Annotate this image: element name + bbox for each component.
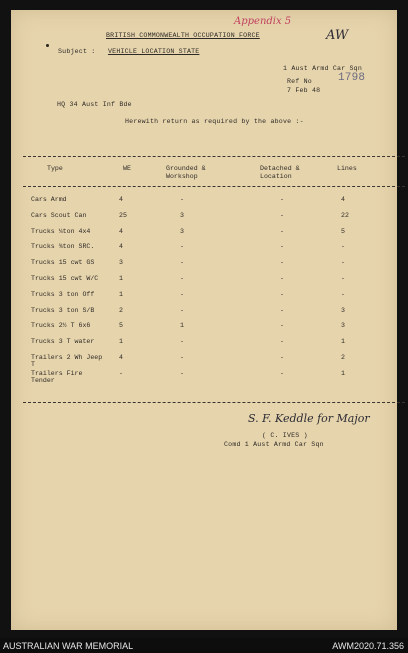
table-cell-r3-c3: - xyxy=(280,243,284,251)
table-cell-r4-c0: Trucks 15 cwt GS xyxy=(31,259,95,267)
table-cell-r8-c3: - xyxy=(280,322,284,330)
table-cell-r7-c4: 3 xyxy=(341,306,345,314)
ref-number: 1798 xyxy=(338,72,366,84)
table-cell-r2-c0: Trucks ¼ton 4x4 xyxy=(31,227,91,235)
table-cell-r10-c4: 2 xyxy=(341,354,345,361)
subject-label: Subject : xyxy=(58,48,96,55)
table-cell-r11-c3: - xyxy=(280,369,284,377)
table-cell-r10-c1: 4 xyxy=(119,354,123,361)
table-header-rule xyxy=(23,186,405,187)
table-cell-r5-c1: 1 xyxy=(119,275,123,282)
table-cell-r11-c1: - xyxy=(119,369,123,377)
table-cell-r11-c4: 1 xyxy=(341,369,345,377)
table-cell-r9-c3: - xyxy=(280,338,284,346)
document-page xyxy=(11,10,397,630)
table-cell-r1-c3: - xyxy=(280,211,284,219)
table-cell-r8-c0: Trucks 2½ T 6x6 xyxy=(31,322,91,330)
table-cell-r2-c4: 5 xyxy=(341,227,345,235)
table-cell-r3-c2: - xyxy=(180,243,184,251)
table-cell-r4-c3: - xyxy=(280,259,284,267)
table-cell-r5-c0: Trucks 15 cwt W/C xyxy=(31,275,99,282)
table-cell-r7-c3: - xyxy=(280,306,284,314)
table-cell-r10-c0: Trailers 2 Wh Jeep T xyxy=(31,354,103,368)
header-detached: Detached & Location xyxy=(260,165,300,180)
table-cell-r7-c0: Trucks 3 ton S/B xyxy=(31,306,95,314)
table-cell-r9-c4: 1 xyxy=(341,338,345,346)
table-cell-r4-c2: - xyxy=(180,259,184,267)
ref-label: Ref No xyxy=(287,78,312,85)
signatory-appointment: Comd 1 Aust Armd Car Sqn xyxy=(224,441,324,448)
initials-signature: AW xyxy=(326,28,349,43)
intro-line: Herewith return as required by the above :- xyxy=(125,118,304,125)
table-cell-r11-c0: Trailers Fire Tender xyxy=(31,369,83,384)
table-cell-r5-c2: - xyxy=(180,275,184,282)
table-cell-r2-c2: 3 xyxy=(180,227,184,235)
table-cell-r1-c1: 25 xyxy=(119,211,127,219)
header-we: WE xyxy=(123,165,131,172)
table-cell-r11-c2: - xyxy=(180,369,184,377)
addressee: HQ 34 Aust Inf Bde xyxy=(57,101,132,108)
document-date: 7 Feb 48 xyxy=(287,87,321,94)
table-cell-r6-c2: - xyxy=(180,290,184,298)
table-cell-r8-c2: 1 xyxy=(180,322,184,330)
table-cell-r5-c4: - xyxy=(341,275,345,282)
table-cell-r8-c4: 3 xyxy=(341,322,345,330)
signatory-name: ( C. IVES ) xyxy=(262,432,308,439)
letterhead: BRITISH COMMONWEALTH OCCUPATION FORCE xyxy=(106,32,260,39)
table-cell-r7-c2: - xyxy=(180,306,184,314)
subject-text: VEHICLE LOCATION STATE xyxy=(108,48,200,55)
table-cell-r1-c4: 22 xyxy=(341,211,349,219)
table-cell-r6-c3: - xyxy=(280,290,284,298)
header-grounded: Grounded & Workshop xyxy=(166,165,206,180)
handwritten-signature: S. F. Keddle for Major xyxy=(248,412,370,425)
table-bottom-rule xyxy=(23,402,405,403)
table-cell-r9-c0: Trucks 3 T water xyxy=(31,338,95,346)
table-cell-r6-c0: Trucks 3 ton Off xyxy=(31,290,95,298)
table-cell-r0-c2: - xyxy=(180,196,184,203)
table-cell-r6-c4: - xyxy=(341,290,345,298)
header-lines: Lines xyxy=(337,165,357,172)
footer-accession: AWM2020.71.356 xyxy=(332,641,404,651)
table-cell-r4-c1: 3 xyxy=(119,259,123,267)
table-cell-r2-c1: 4 xyxy=(119,227,123,235)
footer-institution: AUSTRALIAN WAR MEMORIAL xyxy=(3,641,134,651)
table-cell-r0-c3: - xyxy=(280,196,284,203)
table-cell-r1-c0: Cars Scout Can xyxy=(31,211,87,219)
table-cell-r4-c4: - xyxy=(341,259,345,267)
table-cell-r8-c1: 5 xyxy=(119,322,123,330)
table-cell-r7-c1: 2 xyxy=(119,306,123,314)
table-cell-r3-c0: Trucks ¾ton SRC. xyxy=(31,243,95,251)
table-cell-r10-c3: - xyxy=(280,354,284,361)
table-cell-r0-c1: 4 xyxy=(119,196,123,203)
table-cell-r0-c0: Cars Armd xyxy=(31,196,67,203)
from-unit: 1 Aust Armd Car Sqn xyxy=(283,65,362,72)
table-top-rule xyxy=(23,156,405,157)
footer-bar xyxy=(0,638,408,653)
appendix-annotation: Appendix 5 xyxy=(234,16,292,27)
table-cell-r6-c1: 1 xyxy=(119,290,123,298)
table-cell-r2-c3: - xyxy=(280,227,284,235)
ink-mark xyxy=(46,44,49,47)
table-cell-r5-c3: - xyxy=(280,275,284,282)
table-cell-r0-c4: 4 xyxy=(341,196,345,203)
table-cell-r3-c1: 4 xyxy=(119,243,123,251)
table-cell-r9-c1: 1 xyxy=(119,338,123,346)
header-type: Type xyxy=(47,165,63,172)
table-cell-r3-c4: - xyxy=(341,243,345,251)
table-cell-r9-c2: - xyxy=(180,338,184,346)
table-cell-r1-c2: 3 xyxy=(180,211,184,219)
table-cell-r10-c2: - xyxy=(180,354,184,361)
